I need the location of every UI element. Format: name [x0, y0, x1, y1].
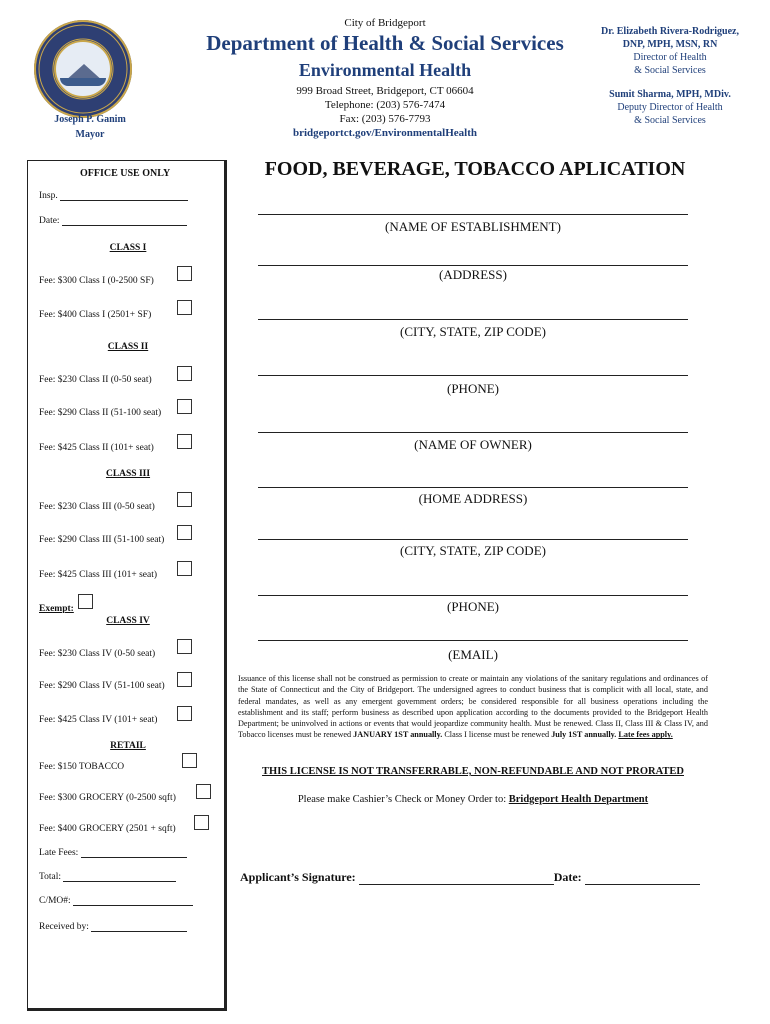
- fee-400-grocery-label: Fee: $400 GROCERY (2501 + sqft): [39, 824, 176, 834]
- mayor-name: Joseph P. Ganim: [54, 114, 126, 125]
- fee-290-class4-label: Fee: $290 Class IV (51-100 seat): [39, 681, 165, 691]
- office-use-heading: OFFICE USE ONLY: [80, 168, 171, 179]
- deputy-title-1: Deputy Director of Health: [617, 102, 723, 113]
- non-transferable-notice: THIS LICENSE IS NOT TRANSFERRABLE, NON-REFUNDABLE AND NOT PRORATED: [262, 766, 684, 777]
- home-address-input[interactable]: [258, 487, 688, 488]
- terms-january-text: JANUARY 1ST annually.: [353, 730, 443, 740]
- city-seal-logo: [34, 20, 132, 118]
- email-input[interactable]: [258, 640, 688, 641]
- terms-late-fees-text: Late fees apply.: [618, 730, 673, 740]
- fee-150-tobacco-label: Fee: $150 TOBACCO: [39, 762, 125, 772]
- director-title-1: Director of Health: [633, 52, 707, 63]
- fee-400-class1-label: Fee: $400 Class I (2501+ SF): [39, 310, 152, 320]
- insp-label: Insp.: [39, 191, 58, 201]
- received-by-field[interactable]: [39, 922, 187, 932]
- cmo-field[interactable]: [39, 896, 193, 906]
- deputy-name: Sumit Sharma, MPH, MDiv.: [609, 89, 731, 100]
- signature-label: Applicant’s Signature:: [240, 870, 356, 884]
- director-title-2: & Social Services: [634, 65, 706, 76]
- establishment-name-label: (NAME OF ESTABLISHMENT): [385, 219, 561, 234]
- class-3-heading: CLASS III: [105, 469, 151, 479]
- class-2-heading: CLASS II: [107, 342, 149, 352]
- email-label: (EMAIL): [448, 647, 498, 662]
- retail-heading: RETAIL: [110, 741, 146, 751]
- director-credentials: DNP, MPH, MSN, RN: [622, 39, 718, 50]
- owner-phone-label: (PHONE): [447, 599, 499, 614]
- signature-input[interactable]: [359, 884, 554, 885]
- fee-425-class4-checkbox[interactable]: [177, 706, 192, 721]
- fee-290-class4-checkbox[interactable]: [177, 672, 192, 687]
- fee-230-class2-label: Fee: $230 Class II (0-50 seat): [39, 375, 152, 385]
- office-use-box: [27, 160, 227, 1011]
- city-name: City of Bridgeport: [344, 17, 426, 29]
- street-address: 999 Broad Street, Bridgeport, CT 06604: [296, 85, 474, 97]
- department-name: Department of Health & Social Services: [206, 31, 564, 55]
- mayor-title: Mayor: [75, 129, 105, 140]
- fee-400-class1-checkbox[interactable]: [177, 300, 192, 315]
- date-label: Date:: [39, 216, 60, 226]
- phone-input[interactable]: [258, 375, 688, 376]
- deputy-title-2: & Social Services: [634, 115, 706, 126]
- fee-150-tobacco-checkbox[interactable]: [182, 753, 197, 768]
- fee-425-class2-label: Fee: $425 Class II (101+ seat): [39, 443, 154, 453]
- class-4-heading: CLASS IV: [106, 616, 150, 626]
- telephone: Telephone: (203) 576-7474: [324, 99, 446, 111]
- fee-230-class4-checkbox[interactable]: [177, 639, 192, 654]
- establishment-name-input[interactable]: [258, 214, 688, 215]
- city-state-zip-label: (CITY, STATE, ZIP CODE): [400, 324, 546, 339]
- owner-city-state-zip-input[interactable]: [258, 539, 688, 540]
- total-label: Total:: [39, 872, 62, 882]
- fee-425-class3-label: Fee: $425 Class III (101+ seat): [39, 570, 158, 580]
- late-fees-label: Late Fees:: [39, 848, 79, 858]
- address-input[interactable]: [258, 265, 688, 266]
- exempt-checkbox[interactable]: [78, 594, 93, 609]
- date-field[interactable]: [39, 216, 187, 226]
- fee-300-class1-checkbox[interactable]: [177, 266, 192, 281]
- exempt-label: Exempt:: [39, 604, 74, 614]
- owner-name-label: (NAME OF OWNER): [414, 437, 532, 452]
- mayor-block: [20, 112, 160, 142]
- fee-290-class3-checkbox[interactable]: [177, 525, 192, 540]
- class-1-heading: CLASS I: [109, 243, 147, 253]
- terms-class-one-text: Class I license must be renewed: [444, 730, 550, 740]
- payment-prefix: Please make Cashier’s Check or Money Order to:: [297, 794, 507, 805]
- total-field[interactable]: [39, 872, 176, 882]
- payment-instructions: [238, 794, 708, 805]
- owner-phone-input[interactable]: [258, 595, 688, 596]
- fee-230-class3-label: Fee: $230 Class III (0-50 seat): [39, 502, 155, 512]
- fee-290-class3-label: Fee: $290 Class III (51-100 seat): [39, 535, 165, 545]
- owner-name-input[interactable]: [258, 432, 688, 433]
- home-address-label: (HOME ADDRESS): [418, 491, 528, 506]
- late-fees-field[interactable]: [39, 848, 187, 858]
- contact-block: [190, 84, 580, 140]
- deputy-block: [585, 88, 755, 127]
- fee-400-grocery-checkbox[interactable]: [194, 815, 209, 830]
- fee-290-class2-checkbox[interactable]: [177, 399, 192, 414]
- received-by-label: Received by:: [39, 922, 89, 932]
- form-title: FOOD, BEVERAGE, TOBACCO APLICATION: [264, 158, 686, 180]
- fee-230-class3-checkbox[interactable]: [177, 492, 192, 507]
- website-link[interactable]: bridgeportct.gov/EnvironmentalHealth: [292, 127, 478, 139]
- terms-main-text: Issuance of this license shall not be construed as permission to create or maintain any violations of the sanitary regulations and ordinances of the State of Connecticut and the City of Bridgeport. The undersigned agrees to conduct business that is complicit with all local, state, and federal mandates, as well as any emergent government orders; be considered responsible for all business operations including the establishment and its staff; perform business as described upon application according to the documents provided to the Bridgeport Health Department; be uninvolved in actions or events that would jeopardize community health. Must be renewed. Class II, Class III & Class IV, and Tobacco licenses must be renewed: [238, 674, 708, 740]
- owner-city-state-zip-label: (CITY, STATE, ZIP CODE): [400, 543, 546, 558]
- seal-center-icon: [54, 40, 112, 98]
- fee-425-class2-checkbox[interactable]: [177, 434, 192, 449]
- insp-field[interactable]: [39, 191, 188, 201]
- fee-300-class1-label: Fee: $300 Class I (0-2500 SF): [39, 276, 154, 286]
- fee-425-class3-checkbox[interactable]: [177, 561, 192, 576]
- terms-july-text: July 1ST annually.: [551, 730, 617, 740]
- fee-300-grocery-checkbox[interactable]: [196, 784, 211, 799]
- signature-date-label: Date:: [553, 870, 582, 884]
- fee-230-class2-checkbox[interactable]: [177, 366, 192, 381]
- cmo-label: C/MO#:: [39, 896, 71, 906]
- phone-label: (PHONE): [447, 381, 499, 396]
- address-label: (ADDRESS): [439, 267, 507, 282]
- signature-date-input[interactable]: [585, 884, 700, 885]
- director-block: [585, 25, 755, 77]
- fax: Fax: (203) 576-7793: [339, 113, 431, 125]
- payee-name: Bridgeport Health Department: [508, 794, 649, 805]
- director-name: Dr. Elizabeth Rivera-Rodriguez,: [601, 26, 739, 37]
- fee-300-grocery-label: Fee: $300 GROCERY (0-2500 sqft): [39, 793, 176, 803]
- fee-425-class4-label: Fee: $425 Class IV (101+ seat): [39, 715, 158, 725]
- fee-230-class4-label: Fee: $230 Class IV (0-50 seat): [39, 649, 156, 659]
- signature-row: [240, 870, 700, 885]
- fee-290-class2-label: Fee: $290 Class II (51-100 seat): [39, 408, 162, 418]
- terms-paragraph: [238, 673, 708, 741]
- city-state-zip-input[interactable]: [258, 319, 688, 320]
- division-name: Environmental Health: [298, 60, 472, 80]
